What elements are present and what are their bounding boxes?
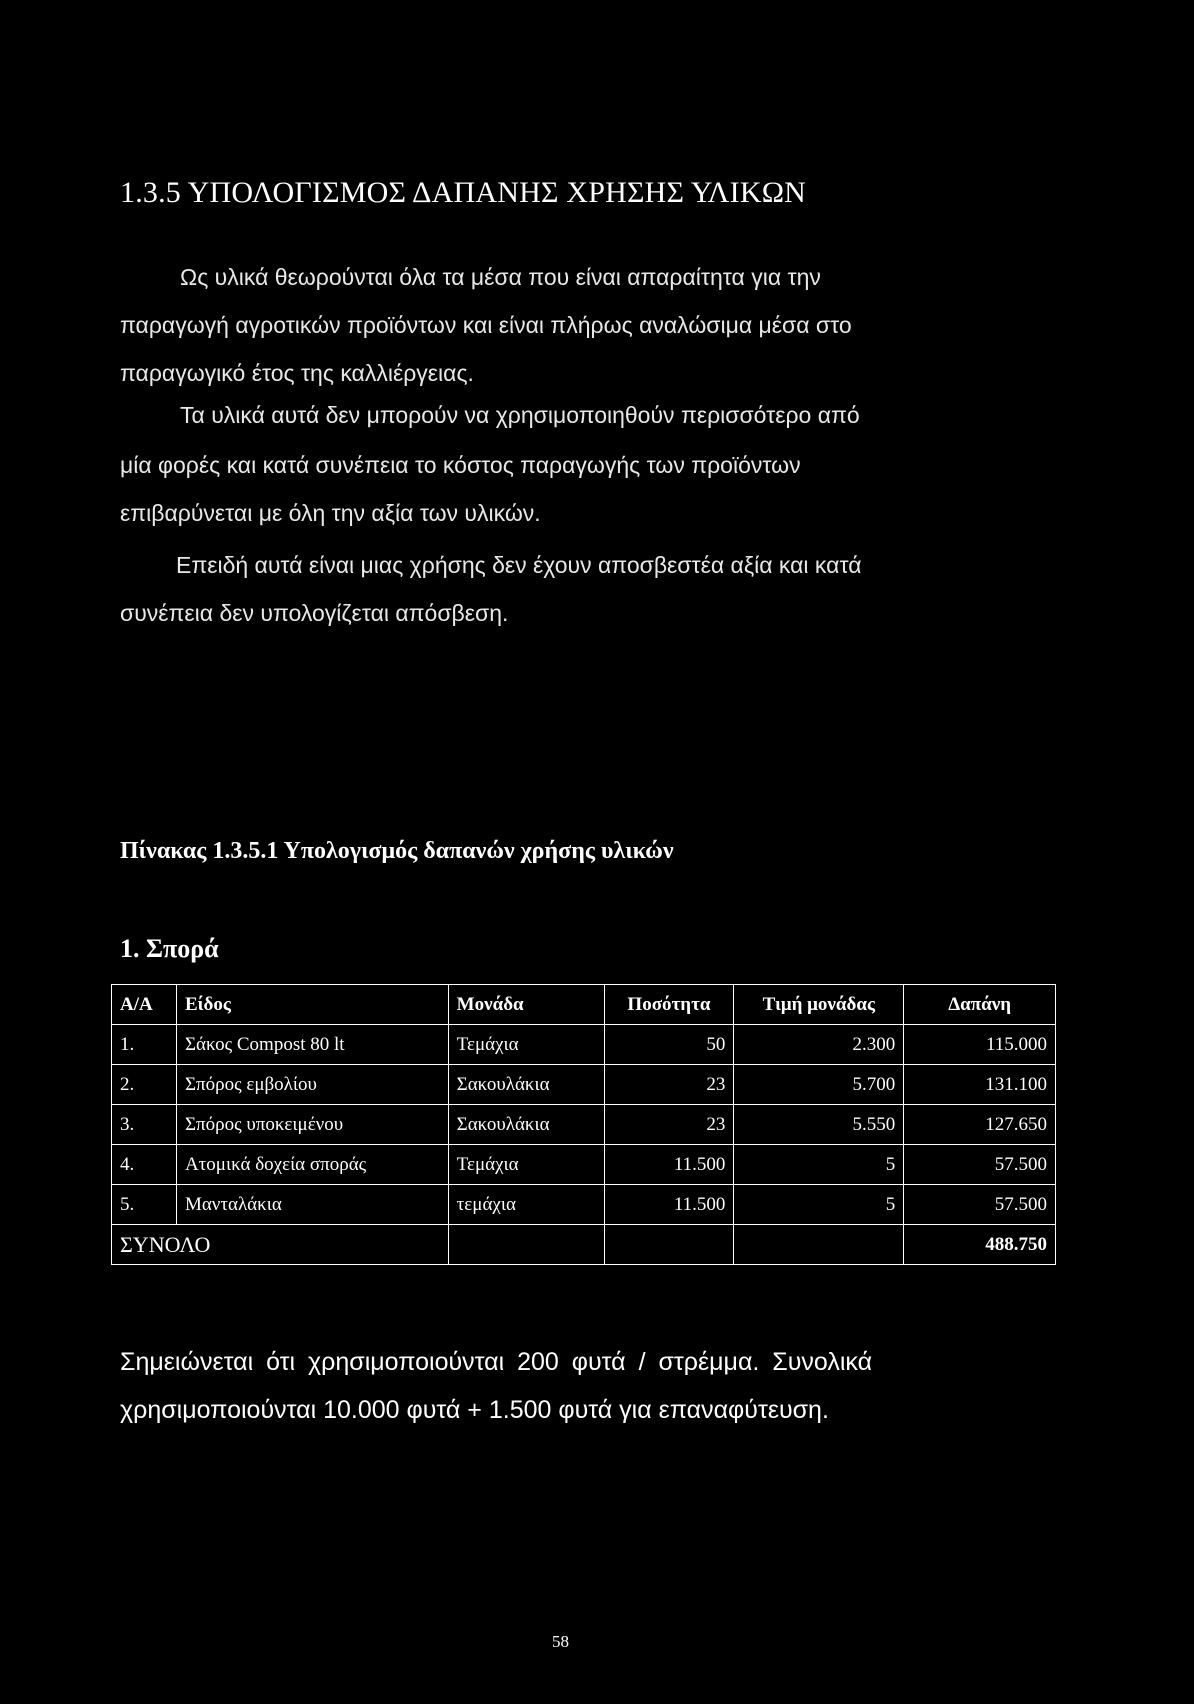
cell-index: 3.	[112, 1105, 177, 1145]
table-total-row	[112, 1225, 1056, 1265]
section-title: 1. Σπορά	[120, 934, 219, 963]
cell-index: 5.	[112, 1185, 177, 1225]
col-header-cost: Δαπάνη	[904, 985, 1056, 1025]
total-value: 488.750	[904, 1225, 1056, 1265]
cell-cost: 57.500	[904, 1185, 1056, 1225]
col-header-unit: Μονάδα	[448, 985, 604, 1025]
cell-cost: 115.000	[904, 1025, 1056, 1065]
cell-item: Σάκος Compost 80 lt	[176, 1025, 448, 1065]
cell-index: 4.	[112, 1145, 177, 1185]
paragraph-line: παραγωγή αγροτικών προϊόντων και είναι πλήρως αναλώσιμα μέσα στο	[120, 312, 852, 338]
cell-unit: Σακουλάκια	[448, 1105, 604, 1145]
cell-quantity: 50	[604, 1025, 734, 1065]
table-row	[112, 1185, 1056, 1225]
paragraph-line: Ως υλικά θεωρούνται όλα τα μέσα που είναι απαραίτητα για την	[180, 264, 821, 290]
cell-quantity: 23	[604, 1105, 734, 1145]
cell-unit: Σακουλάκια	[448, 1065, 604, 1105]
empty-cell	[604, 1225, 734, 1265]
cell-unit-price: 5.700	[734, 1065, 904, 1105]
cell-quantity: 11.500	[604, 1185, 734, 1225]
col-header-unit-price: Τιμή μονάδας	[734, 985, 904, 1025]
section-heading: 1.3.5 ΥΠΟΛΟΓΙΣΜΟΣ ΔΑΠΑΝΗΣ ΧΡΗΣΗΣ ΥΛΙΚΩΝ	[120, 176, 807, 209]
col-header-index: Α/Α	[112, 985, 177, 1025]
cell-cost: 131.100	[904, 1065, 1056, 1105]
empty-cell	[734, 1225, 904, 1265]
paragraph-line: παραγωγικό έτος της καλλιέργειας.	[120, 360, 474, 386]
col-header-item: Είδος	[176, 985, 448, 1025]
cell-unit: τεμάχια	[448, 1185, 604, 1225]
page-number: 58	[552, 1632, 569, 1651]
cell-item: Σπόρος εμβολίου	[176, 1065, 448, 1105]
cell-cost: 127.650	[904, 1105, 1056, 1145]
cell-unit: Τεμάχια	[448, 1145, 604, 1185]
paragraph-line: Επειδή αυτά είναι μιας χρήσης δεν έχουν αποσβεστέα αξία και κατά	[176, 552, 862, 578]
table-caption: Πίνακας 1.3.5.1 Υπολογισμός δαπανών χρήσης υλικών	[120, 838, 674, 864]
materials-cost-table	[111, 984, 1056, 1265]
cell-item: Ατομικά δοχεία σποράς	[176, 1145, 448, 1185]
cell-unit-price: 5.550	[734, 1105, 904, 1145]
paragraph-line: συνέπεια δεν υπολογίζεται απόσβεση.	[120, 600, 509, 626]
table-row	[112, 1105, 1056, 1145]
empty-cell	[448, 1225, 604, 1265]
table-header-row	[112, 985, 1056, 1025]
cell-item: Σπόρος υποκειμένου	[176, 1105, 448, 1145]
table-row	[112, 1065, 1056, 1105]
cell-item: Μανταλάκια	[176, 1185, 448, 1225]
cell-unit-price: 5	[734, 1185, 904, 1225]
note-line: χρησιμοποιούνται 10.000 φυτά + 1.500 φυτά για επαναφύτευση.	[120, 1396, 829, 1424]
cell-unit-price: 2.300	[734, 1025, 904, 1065]
total-label: ΣΥΝΟΛΟ	[112, 1225, 449, 1265]
table-row	[112, 1145, 1056, 1185]
cell-index: 2.	[112, 1065, 177, 1105]
cell-unit-price: 5	[734, 1145, 904, 1185]
table-row	[112, 1025, 1056, 1065]
cell-index: 1.	[112, 1025, 177, 1065]
cell-unit: Τεμάχια	[448, 1025, 604, 1065]
col-header-quantity: Ποσότητα	[604, 985, 734, 1025]
paragraph-line: μία φορές και κατά συνέπεια το κόστος παραγωγής των προϊόντων	[120, 452, 801, 478]
cell-quantity: 23	[604, 1065, 734, 1105]
paragraph-line: Τα υλικά αυτά δεν μπορούν να χρησιμοποιηθούν περισσότερο από	[180, 402, 860, 428]
note-line: Σημειώνεται ότι χρησιμοποιούνται 200 φυτά / στρέμμα. Συνολικά	[120, 1348, 873, 1376]
cell-quantity: 11.500	[604, 1145, 734, 1185]
cell-cost: 57.500	[904, 1145, 1056, 1185]
paragraph-line: επιβαρύνεται με όλη την αξία των υλικών.	[120, 500, 541, 526]
